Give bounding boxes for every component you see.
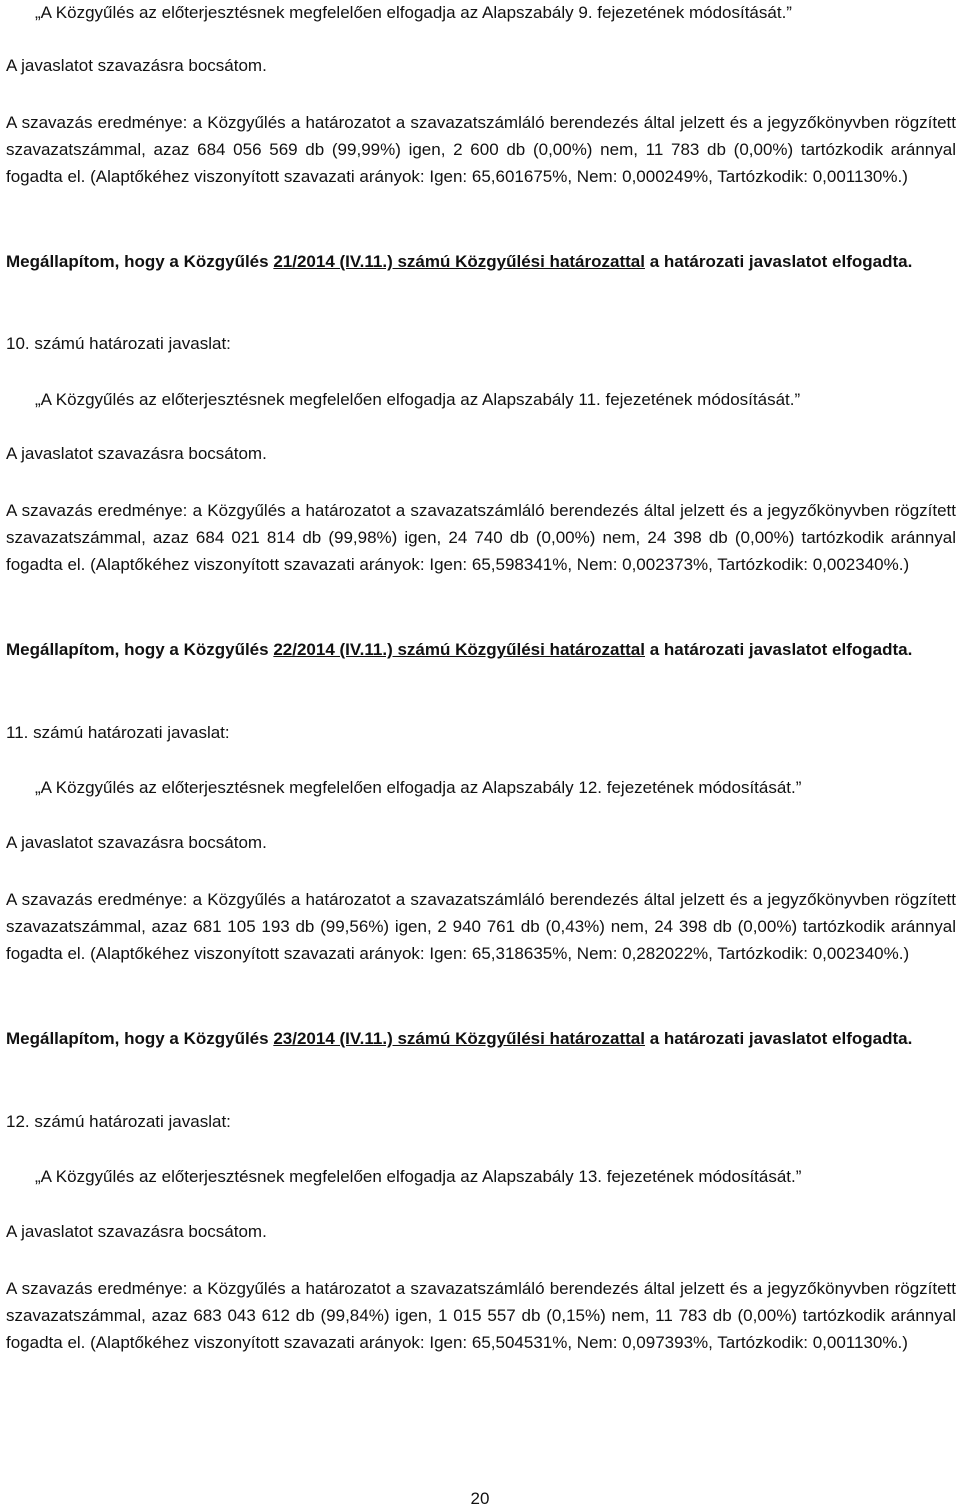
declaration <box>6 248 956 275</box>
proposal-heading: 12. számú határozati javaslat: <box>6 1112 231 1131</box>
resolution-reference: 23/2014 (IV.11.) számú Közgyűlési határozattal <box>273 1029 645 1048</box>
page-number: 20 <box>470 1489 490 1508</box>
vote-result: A szavazás eredménye: a Közgyűlés a határozatot a szavazatszámláló berendezés által jelzett és a jegyzőkönyvben rögzített szavazatszámmal, azaz 684 056 569 db (99,99%) igen, 2 600 db (0,00%) nem, 11 783 db (0,00%) tartózkodik aránnyal fogadta el. (Alaptőkéhez viszonyított szavazati arányok: Igen: 65,601675%, Nem: 0,000249%, Tartózkodik: 0,001130%.) <box>6 113 956 186</box>
declaration-outro: a határozati javaslatot elfogadta. <box>644 252 913 271</box>
proposal-quote: „A Közgyűlés az előterjesztésnek megfelelően elfogadja az Alapszabály 13. fejezetének módosítását.” <box>35 1167 802 1186</box>
vote-result: A szavazás eredménye: a Közgyűlés a határozatot a szavazatszámláló berendezés által jelzett és a jegyzőkönyvben rögzített szavazatszámmal, azaz 681 105 193 db (99,56%) igen, 2 940 761 db (0,43%) nem, 24 398 db (0,00%) tartózkodik aránnyal fogadta el. (Alaptőkéhez viszonyított szavazati arányok: Igen: 65,318635%, Nem: 0,282022%, Tartózkodik: 0,002340%.) <box>6 890 956 963</box>
declaration-outro: a határozati javaslatot elfogadta. <box>644 1029 913 1048</box>
proposal-heading: 10. számú határozati javaslat: <box>6 334 231 353</box>
vote-result: A szavazás eredménye: a Közgyűlés a határozatot a szavazatszámláló berendezés által jelzett és a jegyzőkönyvben rögzített szavazatszámmal, azaz 684 021 814 db (99,98%) igen, 24 740 db (0,00%) nem, 24 398 db (0,00%) tartózkodik aránnyal fogadta el. (Alaptőkéhez viszonyított szavazati arányok: Igen: 65,598341%, Nem: 0,002373%, Tartózkodik: 0,002340%.) <box>6 501 956 574</box>
declaration <box>6 636 956 663</box>
declaration-outro: a határozati javaslatot elfogadta. <box>644 640 913 659</box>
resolution-reference: 22/2014 (IV.11.) számú Közgyűlési határozattal <box>273 640 645 659</box>
vote-result: A szavazás eredménye: a Közgyűlés a határozatot a szavazatszámláló berendezés által jelzett és a jegyzőkönyvben rögzített szavazatszámmal, azaz 683 043 612 db (99,84%) igen, 1 015 557 db (0,15%) nem, 11 783 db (0,00%) tartózkodik aránnyal fogadta el. (Alaptőkéhez viszonyított szavazati arányok: Igen: 65,504531%, Nem: 0,097393%, Tartózkodik: 0,001130%.) <box>6 1279 956 1352</box>
submit-statement: A javaslatot szavazásra bocsátom. <box>6 56 267 75</box>
submit-statement: A javaslatot szavazásra bocsátom. <box>6 1222 267 1241</box>
declaration-intro: Megállapítom, hogy a Közgyűlés <box>6 1029 274 1048</box>
submit-statement: A javaslatot szavazásra bocsátom. <box>6 833 267 852</box>
submit-statement: A javaslatot szavazásra bocsátom. <box>6 444 267 463</box>
proposal-quote: „A Közgyűlés az előterjesztésnek megfelelően elfogadja az Alapszabály 11. fejezetének módosítását.” <box>35 390 801 409</box>
proposal-heading: 11. számú határozati javaslat: <box>6 723 230 742</box>
declaration-intro: Megállapítom, hogy a Közgyűlés <box>6 640 274 659</box>
resolution-reference: 21/2014 (IV.11.) számú Közgyűlési határozattal <box>273 252 645 271</box>
proposal-quote: „A Közgyűlés az előterjesztésnek megfelelően elfogadja az Alapszabály 9. fejezetének módosítását.” <box>35 3 792 22</box>
declaration-intro: Megállapítom, hogy a Közgyűlés <box>6 252 274 271</box>
document-page <box>6 0 956 1509</box>
declaration <box>6 1025 956 1052</box>
proposal-quote: „A Közgyűlés az előterjesztésnek megfelelően elfogadja az Alapszabály 12. fejezetének módosítását.” <box>35 778 802 797</box>
